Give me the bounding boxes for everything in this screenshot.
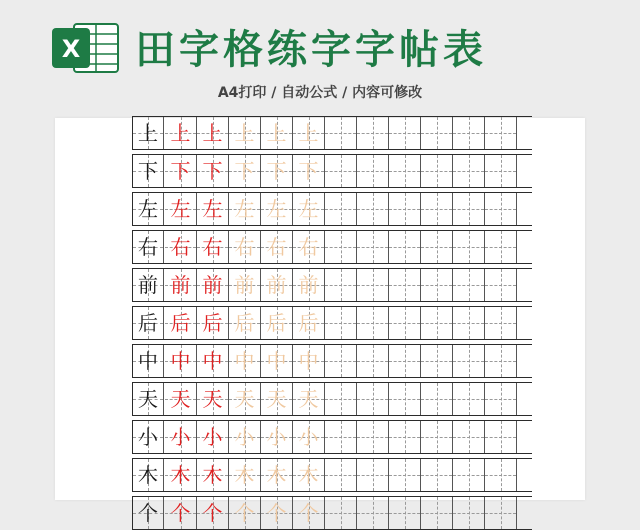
tianzige-cell[interactable]	[389, 459, 421, 491]
trace-character: 天	[298, 387, 319, 411]
practice-row	[132, 268, 532, 302]
tianzige-cell[interactable]	[453, 459, 485, 491]
practice-row	[132, 192, 532, 226]
red-character: 木	[202, 463, 223, 487]
tianzige-cell[interactable]	[229, 421, 261, 453]
red-character: 小	[170, 425, 191, 449]
tianzige-cell[interactable]	[485, 231, 517, 263]
red-character: 前	[202, 273, 223, 297]
model-character: 天	[138, 387, 158, 411]
trace-character: 右	[298, 235, 319, 259]
red-character: 下	[202, 159, 223, 183]
trace-character: 前	[298, 273, 319, 297]
tianzige-cell[interactable]	[485, 307, 517, 339]
tianzige-cell[interactable]	[293, 231, 325, 263]
trace-character: 左	[298, 197, 319, 221]
practice-row	[132, 344, 532, 378]
banner	[0, 0, 640, 110]
model-character: 个	[138, 501, 158, 525]
tianzige-cell[interactable]	[229, 459, 261, 491]
tianzige-cell[interactable]	[453, 421, 485, 453]
tianzige-cell[interactable]	[389, 345, 421, 377]
tianzige-cell[interactable]	[132, 231, 164, 263]
red-character: 天	[170, 387, 191, 411]
tianzige-cell[interactable]	[197, 193, 229, 225]
model-character: 中	[138, 349, 158, 373]
logo-letter: X	[61, 35, 81, 63]
trace-character: 木	[266, 463, 287, 487]
tianzige-cell[interactable]	[132, 193, 164, 225]
tianzige-cell[interactable]	[325, 117, 357, 149]
tianzige-cell[interactable]	[389, 497, 421, 529]
tianzige-cell[interactable]	[261, 231, 293, 263]
tianzige-cell[interactable]	[197, 269, 229, 301]
red-character: 中	[170, 349, 191, 373]
tianzige-cell[interactable]	[453, 345, 485, 377]
model-character: 前	[138, 273, 158, 297]
red-character: 右	[170, 235, 191, 259]
tianzige-cell[interactable]	[261, 307, 293, 339]
red-character: 个	[202, 501, 223, 525]
tianzige-cell[interactable]	[485, 421, 517, 453]
tianzige-cell[interactable]	[485, 193, 517, 225]
practice-row	[132, 116, 532, 150]
tianzige-cell[interactable]	[165, 383, 197, 415]
tianzige-cell[interactable]	[293, 193, 325, 225]
tianzige-cell[interactable]	[421, 193, 453, 225]
tianzige-cell[interactable]	[132, 459, 164, 491]
tianzige-cell[interactable]	[325, 193, 357, 225]
red-character: 前	[170, 273, 191, 297]
tianzige-cell[interactable]	[485, 383, 517, 415]
tianzige-cell[interactable]	[389, 155, 421, 187]
tianzige-cell[interactable]	[165, 269, 197, 301]
tianzige-cell[interactable]	[165, 117, 197, 149]
tianzige-cell[interactable]	[485, 497, 517, 529]
tianzige-cell[interactable]	[261, 117, 293, 149]
tianzige-cell[interactable]	[197, 421, 229, 453]
trace-character: 下	[234, 159, 255, 183]
tianzige-cell[interactable]	[453, 383, 485, 415]
tianzige-cell[interactable]	[389, 117, 421, 149]
tianzige-cell[interactable]	[453, 117, 485, 149]
tianzige-cell[interactable]	[132, 383, 164, 415]
tianzige-cell[interactable]	[261, 459, 293, 491]
tianzige-cell[interactable]	[325, 497, 357, 529]
trace-character: 中	[234, 349, 255, 373]
trace-character: 个	[266, 501, 287, 525]
tianzige-cell[interactable]	[421, 117, 453, 149]
tianzige-cell[interactable]	[357, 459, 389, 491]
tianzige-cell[interactable]	[325, 345, 357, 377]
tianzige-cell[interactable]	[325, 269, 357, 301]
tianzige-cell[interactable]	[229, 497, 261, 529]
practice-row	[132, 230, 532, 264]
tianzige-cell[interactable]	[453, 155, 485, 187]
tianzige-cell[interactable]	[453, 497, 485, 529]
trace-character: 后	[234, 311, 255, 335]
trace-character: 上	[234, 121, 255, 145]
tianzige-cell[interactable]	[357, 345, 389, 377]
tianzige-cell[interactable]	[165, 497, 197, 529]
trace-character: 个	[298, 501, 319, 525]
trace-character: 后	[298, 311, 319, 335]
tianzige-cell[interactable]	[293, 459, 325, 491]
tianzige-cell[interactable]	[165, 155, 197, 187]
trace-character: 中	[298, 349, 319, 373]
tianzige-cell[interactable]	[357, 383, 389, 415]
trace-character: 左	[266, 197, 287, 221]
trace-character: 左	[234, 197, 255, 221]
tianzige-cell[interactable]	[132, 421, 164, 453]
model-character: 左	[138, 197, 158, 221]
trace-character: 小	[298, 425, 319, 449]
tianzige-cell[interactable]	[165, 231, 197, 263]
tianzige-cell[interactable]	[421, 383, 453, 415]
tianzige-cell[interactable]	[293, 421, 325, 453]
tianzige-cell[interactable]	[229, 307, 261, 339]
tianzige-cell[interactable]	[453, 269, 485, 301]
tianzige-cell[interactable]	[261, 383, 293, 415]
tianzige-cell[interactable]	[453, 193, 485, 225]
tianzige-cell[interactable]	[229, 269, 261, 301]
tianzige-cell[interactable]	[197, 231, 229, 263]
page-title: 田字格练字字帖表	[135, 27, 487, 73]
tianzige-cell[interactable]	[325, 155, 357, 187]
tianzige-cell[interactable]	[165, 193, 197, 225]
tianzige-cell[interactable]	[357, 117, 389, 149]
tianzige-cell[interactable]	[485, 459, 517, 491]
red-character: 左	[202, 197, 223, 221]
practice-row	[132, 154, 532, 188]
model-character: 后	[138, 311, 158, 335]
tianzige-cell[interactable]	[197, 117, 229, 149]
tianzige-cell[interactable]	[485, 269, 517, 301]
tianzige-cell[interactable]	[389, 421, 421, 453]
trace-character: 木	[234, 463, 255, 487]
tianzige-cell[interactable]	[485, 345, 517, 377]
tianzige-cell[interactable]	[357, 155, 389, 187]
tianzige-cell[interactable]	[453, 307, 485, 339]
red-character: 天	[202, 387, 223, 411]
trace-character: 天	[266, 387, 287, 411]
page-subtitle: A4打印 / 自动公式 / 内容可修改	[217, 85, 423, 101]
tianzige-cell[interactable]	[325, 421, 357, 453]
model-character: 小	[138, 425, 158, 449]
tianzige-cell[interactable]	[165, 459, 197, 491]
tianzige-cell[interactable]	[132, 269, 164, 301]
tianzige-cell[interactable]	[485, 117, 517, 149]
trace-character: 天	[234, 387, 255, 411]
trace-character: 后	[266, 311, 287, 335]
practice-row	[132, 458, 532, 492]
model-character: 下	[138, 159, 158, 183]
trace-character: 下	[266, 159, 287, 183]
red-character: 下	[170, 159, 191, 183]
tianzige-cell[interactable]	[165, 307, 197, 339]
tianzige-cell[interactable]	[197, 155, 229, 187]
red-character: 上	[202, 121, 223, 145]
model-character: 上	[138, 121, 158, 145]
tianzige-cell[interactable]	[293, 497, 325, 529]
trace-character: 下	[298, 159, 319, 183]
tianzige-cell[interactable]	[165, 421, 197, 453]
trace-character: 木	[298, 463, 319, 487]
tianzige-cell[interactable]	[421, 231, 453, 263]
model-character: 右	[138, 235, 158, 259]
trace-character: 前	[266, 273, 287, 297]
red-character: 右	[202, 235, 223, 259]
tianzige-cell[interactable]	[421, 459, 453, 491]
tianzige-cell[interactable]	[357, 497, 389, 529]
tianzige-cell[interactable]	[132, 345, 164, 377]
tianzige-cell[interactable]	[453, 231, 485, 263]
worksheet-page	[55, 118, 585, 525]
tianzige-cell[interactable]	[197, 497, 229, 529]
trace-character: 右	[266, 235, 287, 259]
tianzige-cell[interactable]	[229, 117, 261, 149]
red-character: 个	[170, 501, 191, 525]
tianzige-cell[interactable]	[197, 307, 229, 339]
trace-character: 前	[234, 273, 255, 297]
tianzige-cell[interactable]	[325, 231, 357, 263]
tianzige-cell[interactable]	[132, 307, 164, 339]
tianzige-cell[interactable]	[132, 155, 164, 187]
tianzige-cell[interactable]	[357, 269, 389, 301]
excel-logo-icon	[50, 20, 120, 76]
tianzige-cell[interactable]	[389, 231, 421, 263]
tianzige-cell[interactable]	[325, 459, 357, 491]
tianzige-cell[interactable]	[293, 269, 325, 301]
tianzige-cell[interactable]	[421, 345, 453, 377]
practice-row	[132, 420, 532, 454]
tianzige-cell[interactable]	[229, 193, 261, 225]
tianzige-cell[interactable]	[421, 155, 453, 187]
tianzige-cell[interactable]	[229, 345, 261, 377]
tianzige-cell[interactable]	[421, 269, 453, 301]
trace-character: 个	[234, 501, 255, 525]
tianzige-cell[interactable]	[197, 383, 229, 415]
tianzige-cell[interactable]	[389, 383, 421, 415]
trace-character: 右	[234, 235, 255, 259]
tianzige-cell[interactable]	[261, 421, 293, 453]
tianzige-cell[interactable]	[357, 307, 389, 339]
trace-character: 中	[266, 349, 287, 373]
tianzige-cell[interactable]	[421, 307, 453, 339]
tianzige-cell[interactable]	[132, 117, 164, 149]
tianzige-cell[interactable]	[325, 383, 357, 415]
tianzige-cell[interactable]	[421, 421, 453, 453]
tianzige-cell[interactable]	[261, 345, 293, 377]
tianzige-cell[interactable]	[421, 497, 453, 529]
red-character: 左	[170, 197, 191, 221]
tianzige-cell[interactable]	[293, 117, 325, 149]
tianzige-cell[interactable]	[293, 155, 325, 187]
tianzige-cell[interactable]	[229, 383, 261, 415]
tianzige-cell[interactable]	[389, 193, 421, 225]
tianzige-cell[interactable]	[229, 231, 261, 263]
tianzige-cell[interactable]	[197, 345, 229, 377]
trace-character: 上	[266, 121, 287, 145]
tianzige-cell[interactable]	[293, 307, 325, 339]
tianzige-cell[interactable]	[357, 231, 389, 263]
trace-character: 小	[266, 425, 287, 449]
tianzige-cell[interactable]	[197, 459, 229, 491]
tianzige-cell[interactable]	[261, 193, 293, 225]
tianzige-cell[interactable]	[389, 269, 421, 301]
tianzige-cell[interactable]	[261, 155, 293, 187]
red-character: 中	[202, 349, 223, 373]
tianzige-cell[interactable]	[165, 345, 197, 377]
tianzige-cell[interactable]	[261, 497, 293, 529]
practice-row	[132, 306, 532, 340]
tianzige-cell[interactable]	[293, 383, 325, 415]
practice-row	[132, 382, 532, 416]
model-character: 木	[138, 463, 158, 487]
red-character: 后	[170, 311, 191, 335]
tianzige-cell[interactable]	[357, 421, 389, 453]
trace-character: 上	[298, 121, 319, 145]
trace-character: 小	[234, 425, 255, 449]
tianzige-cell[interactable]	[229, 155, 261, 187]
tianzige-cell[interactable]	[325, 307, 357, 339]
practice-row	[132, 496, 532, 530]
red-character: 小	[202, 425, 223, 449]
tianzige-cell[interactable]	[357, 193, 389, 225]
tianzige-cell[interactable]	[132, 497, 164, 529]
red-character: 上	[170, 121, 191, 145]
red-character: 后	[202, 311, 223, 335]
tianzige-cell[interactable]	[293, 345, 325, 377]
tianzige-cell[interactable]	[485, 155, 517, 187]
red-character: 木	[170, 463, 191, 487]
tianzige-cell[interactable]	[389, 307, 421, 339]
tianzige-cell[interactable]	[261, 269, 293, 301]
